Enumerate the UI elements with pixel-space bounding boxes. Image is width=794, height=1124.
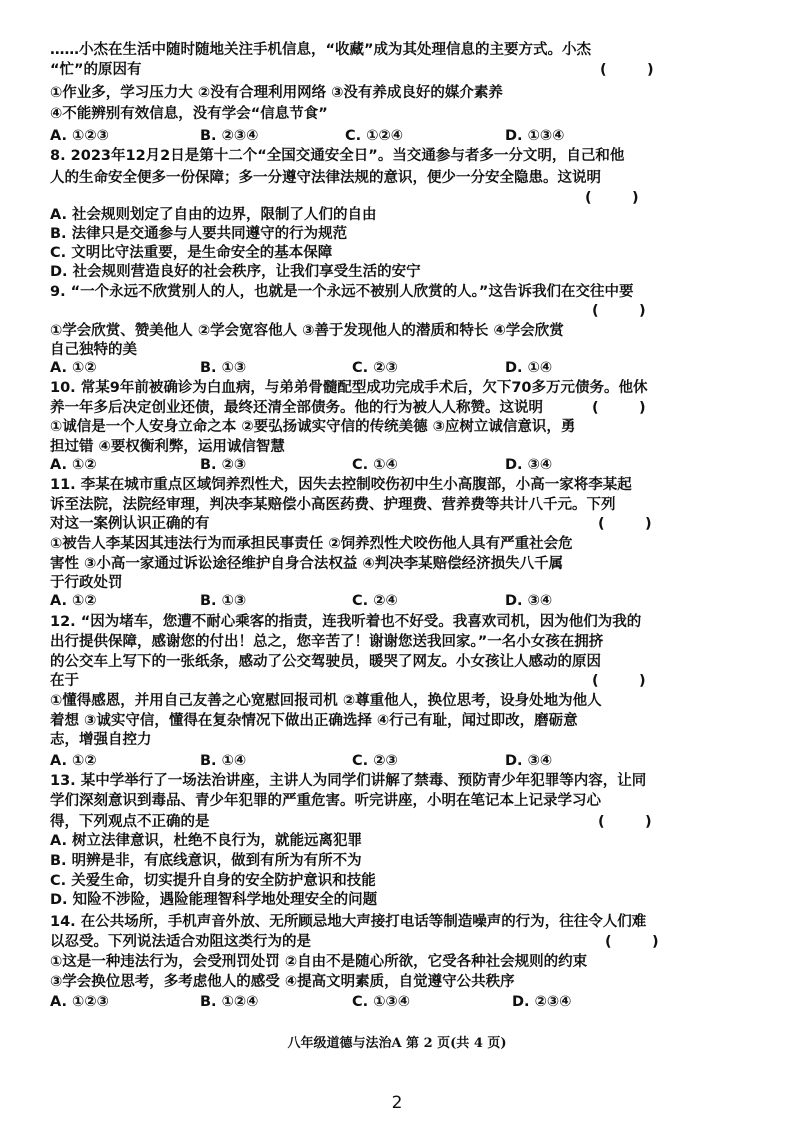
q11-line-1: 11. 李某在城市重点区域饲养烈性犬，因失去控制咬伤初中生小高腹部，小高一家将李某起 [50,477,632,493]
q7-options-2: ④不能辨别有效信息，没有学会“信息节食” [50,106,328,122]
choice-b: B. ②③ [200,457,247,473]
q13-line-1: 13. 某中学举行了一场法治讲座，主讲人为同学们讲解了禁毒、预防青少年犯罪等内容，让同 [50,773,647,789]
choice-a: A. ①② [50,457,97,473]
q7-line-1: ……小杰在生活中随时随地关注手机信息，“收藏”成为其处理信息的主要方式。小杰 [50,42,592,58]
q9-line-1: 9. “一个永远不欣赏别人的人，也就是一个永远不被别人欣赏的人。”这告诉我们在交往中要 [50,284,634,300]
q12-line-3: 的公交车上写下的一张纸条，感动了公交驾驶员，暖哭了网友。小女孩让人感动的原因 [50,654,601,670]
choice-b: B. 明辨是非，有底线意识，做到有所为有所不为 [50,853,362,869]
choice-d: D. ①④ [505,360,553,376]
q14-options-2: ③学会换位思考，多考虑他人的感受 ④提高文明素质，自觉遵守公共秩序 [50,974,515,990]
choice-d: D. ③④ [505,593,553,609]
choice-c: C. ①③④ [352,994,411,1010]
page-footer: 八年级道德与法治A 第 2 页(共 4 页) [287,1036,507,1051]
choice-a: A. 树立法律意识，杜绝不良行为，就能远离犯罪 [50,833,363,849]
choice-a: A. ①②③ [50,128,109,144]
choice-a: A. ①② [50,593,97,609]
choice-b: B. 法律只是交通参与人要共同遵守的行为规范 [50,226,348,242]
q11-options-3: 于行政处罚 [50,575,123,591]
answer-paren: ( ) [598,516,652,532]
choice-c: C. 文明比守法重要，是生命安全的基本保障 [50,245,333,261]
answer-paren: ( ) [600,62,654,78]
q11-line-3: 对这一案例认识正确的有 [50,516,210,532]
answer-paren: ( ) [592,673,646,689]
q9-options-1: ①学会欣赏、赞美他人 ②学会宽容他人 ③善于发现他人的潜质和特长 ④学会欣赏 [50,323,564,339]
choice-a: A. 社会规则划定了自由的边界，限制了人们的自由 [50,207,377,223]
answer-paren: ( ) [585,190,639,206]
q8-line-2: 人的生命安全便多一份保障；多一分遵守法律法规的意识，便少一分安全隐患。这说明 [50,170,601,186]
q7-line-2: “忙”的原因有 [50,62,142,78]
q11-options-2: 害性 ③小高一家通过诉讼途径维护自身合法权益 ④判决李某赔偿经济损失八千属 [50,556,564,572]
choice-d: D. 社会规则营造良好的社会秩序，让我们享受生活的安宁 [50,264,421,280]
answer-paren: ( ) [592,303,646,319]
choice-a: A. ①②③ [50,994,109,1010]
q14-options-1: ①这是一种违法行为，会受刑罚处罚 ②自由不是随心所欲，它受各种社会规则的约束 [50,954,588,970]
q11-options-1: ①被告人李某因其违法行为而承担民事责任 ②饲养烈性犬咬伤他人具有严重社会危 [50,536,573,552]
q12-options-1: ①懂得感恩，并用自己友善之心宽慰回报司机 ②尊重他人，换位思考，设身处地为他人 [50,693,602,709]
q14-line-2: 以忍受。下列说法适合劝阻这类行为的是 [50,934,311,950]
choice-d: D. ③④ [505,457,553,473]
choice-c: C. ②④ [352,593,398,609]
q12-options-2: 着想 ③诚实守信，懂得在复杂情况下做出正确选择 ④行己有耻，闻过即改，磨砺意 [50,713,578,729]
q14-line-1: 14. 在公共场所，手机声音外放、无所顾忌地大声接打电话等制造噪声的行为，往往令人们难 [50,914,647,930]
choice-d: D. 知险不涉险，遇险能理智科学地处理安全的问题 [50,892,378,908]
answer-paren: ( ) [605,934,659,950]
choice-d: D. ①③④ [505,128,565,144]
choice-c: C. 关爱生命，切实提升自身的安全防护意识和技能 [50,873,376,889]
q10-line-1: 10. 常某9年前被确诊为白血病，与弟弟骨髓配型成功完成手术后，欠下70多万元债务。他休 [50,380,648,396]
choice-b: B. ②③④ [200,128,259,144]
choice-c: C. ①②④ [345,128,404,144]
choice-a: A. ①② [50,753,97,769]
choice-d: D. ②③④ [512,994,572,1010]
q13-line-3: 得，下列观点不正确的是 [50,814,210,830]
q9-options-2: 自己独特的美 [50,342,137,358]
q10-options-2: 担过错 ④要权衡利弊，运用诚信智慧 [50,439,285,455]
choice-b: B. ①③ [200,360,247,376]
q13-line-2: 学们深刻意识到毒品、青少年犯罪的严重危害。听完讲座，小明在笔记本上记录学习心 [50,793,601,809]
q8-line-1: 8. 2023年12月2日是第十二个“全国交通安全日”。当交通参与者多一分文明，自己和他 [50,148,625,164]
choice-b: B. ①②④ [200,994,259,1010]
choice-c: C. ②③ [352,753,398,769]
choice-c: C. ①④ [352,457,398,473]
q10-line-2: 养一年多后决定创业还债，最终还清全部债务。他的行为被人人称赞。这说明 [50,400,543,416]
page-number: 2 [391,1093,403,1113]
choice-b: B. ①③ [200,593,247,609]
choice-d: D. ③④ [505,753,553,769]
q10-options-1: ①诚信是一个人安身立命之本 ②要弘扬诚实守信的传统美德 ③应树立诚信意识，勇 [50,419,576,435]
answer-paren: ( ) [592,400,646,416]
q7-options-1: ①作业多，学习压力大 ②没有合理利用网络 ③没有养成良好的媒介素养 [50,85,503,101]
q12-line-2: 出行提供保障，感谢您的付出！总之，您辛苦了！谢谢您送我回家。”一名小女孩在拥挤 [50,634,604,650]
answer-paren: ( ) [598,814,652,830]
q11-line-2: 诉至法院，法院经审理，判决李某赔偿小高医药费、护理费、营养费等共计八千元。下列 [50,497,616,513]
q12-options-3: 志，增强自控力 [50,732,152,748]
choice-a: A. ①② [50,360,97,376]
q12-line-1: 12. “因为堵车，您遭不耐心乘客的指责，连我听着也不好受。我喜欢司机，因为他们为我的 [50,614,642,630]
choice-b: B. ①④ [200,753,247,769]
q12-line-4: 在于 [50,673,79,689]
choice-c: C. ②③ [352,360,398,376]
